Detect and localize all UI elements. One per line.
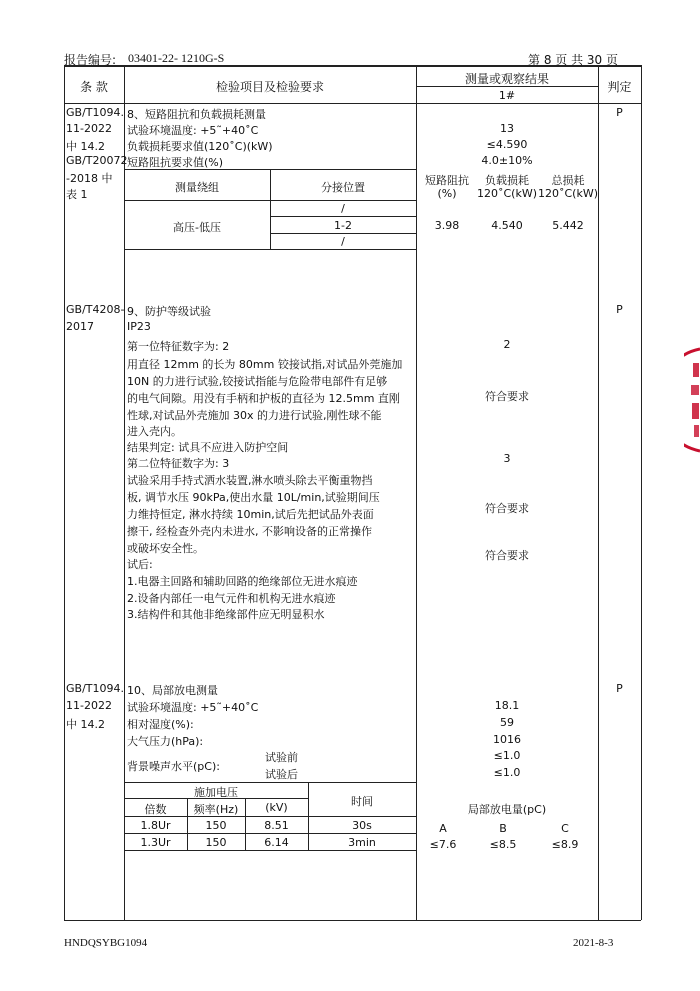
result-value: 符合要求 (485, 390, 529, 403)
item-line: 相对湿度(%): (127, 718, 194, 731)
result-value: 18.1 (494, 699, 520, 712)
row-multiple: 1.3Ur (140, 836, 171, 849)
clause-line: 中 14.2 (66, 718, 105, 731)
pd-value: ≤7.6 (429, 838, 457, 851)
item-line: 力维持恒定, 淋水持续 10min,试后先把试品外表面 (127, 508, 374, 521)
row-time: 3min (348, 836, 376, 849)
result-col-header: 总损耗 (551, 174, 585, 187)
result-value: 符合要求 (485, 549, 529, 562)
result-value: 59 (500, 716, 514, 729)
row-multiple: 1.8Ur (140, 819, 171, 832)
header-item: 检验项目及检验要求 (215, 80, 324, 94)
footer-form-code: HNDQSYBG1094 (64, 937, 148, 949)
item-line: 1.电器主回路和辅助回路的绝缘部位无进水痕迹 (127, 575, 358, 588)
footer-date: 2021-8-3 (573, 937, 614, 949)
col-time: 时间 (351, 795, 373, 808)
page-info: 第 8 页 共 30 页 (528, 53, 618, 67)
clause-line: GB/T4208- (66, 303, 125, 316)
clause-line: GB/T1094. (66, 106, 124, 119)
item-line: 板, 调节水压 90kPa,使出水量 10L/min,试验期间压 (127, 491, 380, 504)
result-value: 5.442 (552, 219, 584, 232)
result-col-header: 负载损耗 (485, 174, 529, 187)
result-col-unit: 120˚C(kW) (476, 187, 537, 200)
pd-label: 局部放电量(pC) (467, 803, 547, 816)
result-value: 符合要求 (485, 502, 529, 515)
item-line: 试后: (127, 558, 153, 571)
result-value: 3 (503, 452, 511, 465)
col-frequency: 频率(Hz) (193, 803, 239, 816)
seal-stamp (684, 345, 700, 455)
bg-before-label: 试验前 (265, 751, 298, 764)
header-verdict: 判定 (607, 80, 632, 94)
voltage-header: 施加电压 (194, 786, 238, 799)
item-line: 擦干, 经检查外壳内未进水, 不影响设备的正常操作 (127, 525, 372, 538)
item-line: 性球,对试品外壳施加 30x 的力进行试验,刚性球不能 (127, 409, 382, 422)
clause-line: 11-2022 (66, 699, 112, 712)
result-value: ≤1.0 (493, 749, 521, 762)
clause-line: 2017 (66, 320, 94, 333)
phase-label: B (499, 822, 507, 835)
item-line: 或破坏安全性。 (127, 542, 204, 555)
item-line: 背景噪声水平(pC): (127, 760, 220, 773)
verdict: P (616, 106, 623, 119)
section-title: 8、短路阻抗和负载损耗测量 (127, 108, 266, 121)
header-sample: 1# (498, 89, 516, 102)
item-line: 结果判定: 试具不应进入防护空间 (127, 441, 289, 454)
result-value: 3.98 (434, 219, 460, 232)
header-clause: 条 款 (80, 80, 108, 94)
sub-col-tap: 分接位置 (321, 181, 365, 194)
verdict: P (616, 303, 623, 316)
item-line: 10N 的力进行试验,铰接试指能与危险带电部件有足够 (127, 375, 388, 388)
phase-label: A (439, 822, 447, 835)
row-kv: 8.51 (264, 819, 289, 832)
section-title: 9、防护等级试验 (127, 305, 211, 318)
verdict: P (616, 682, 623, 695)
pd-value: ≤8.5 (489, 838, 517, 851)
section-title: 10、局部放电测量 (127, 684, 218, 697)
item-line: 试验采用手持式洒水装置,淋水喷头除去平衡重物挡 (127, 474, 373, 487)
result-col-unit: 120˚C(kW) (538, 187, 599, 200)
clause-line: -2018 中 (66, 172, 113, 185)
result-col-header: 短路阻抗 (425, 174, 469, 187)
item-line: 的电气间隙。用没有手柄和护板的直径为 12.5mm 直刚 (127, 392, 400, 405)
result-value: ≤1.0 (493, 766, 521, 779)
item-line: 2.设备内部任一电气元件和机构无进水痕迹 (127, 592, 336, 605)
clause-line: GB/T1094. (66, 682, 124, 695)
item-line: 用直径 12mm 的长为 80mm 铰接试指,对试品外莞施加 (127, 358, 403, 371)
item-line: 短路阻抗要求值(%) (127, 156, 224, 169)
pd-value: ≤8.9 (551, 838, 579, 851)
result-value: 2 (503, 338, 511, 351)
winding-value: 高压-低压 (173, 221, 221, 234)
item-line: 试验环境温度: +5˜+40˚C (127, 124, 259, 137)
col-kv: (kV) (265, 801, 288, 814)
phase-label: C (561, 822, 569, 835)
row-time: 30s (352, 819, 372, 832)
item-line: 试验环境温度: +5˜+40˚C (127, 701, 259, 714)
bg-after-label: 试验后 (265, 768, 298, 781)
item-line: 大气压力(hPa): (127, 735, 204, 748)
clause-line: 11-2022 (66, 122, 112, 135)
result-col-unit: (%) (437, 187, 457, 200)
sub-col-winding: 测量绕组 (175, 181, 219, 194)
row-kv: 6.14 (264, 836, 289, 849)
item-line: 负载损耗要求值(120˚C)(kW) (127, 140, 273, 153)
item-line: 第二位特征数字为: 3 (127, 457, 230, 470)
row-frequency: 150 (205, 836, 227, 849)
clause-line: 中 14.2 (66, 140, 105, 153)
result-value: ≤4.590 (486, 138, 528, 151)
header-result: 测量或观察结果 (464, 72, 549, 86)
clause-line: 表 1 (66, 188, 88, 201)
item-line: 进入壳内。 (127, 425, 182, 438)
result-value: 4.540 (491, 219, 523, 232)
ip-rating: IP23 (127, 320, 151, 333)
item-line: 第一位特征数字为: 2 (127, 340, 230, 353)
tap-value: 1-2 (334, 219, 352, 232)
tap-value: / (341, 235, 345, 248)
col-multiple: 倍数 (144, 803, 167, 816)
report-number-label: 报告编号: (64, 53, 117, 67)
item-line: 3.结构件和其他非绝缘部件应无明显积水 (127, 608, 325, 621)
clause-line: GB/T20072 (66, 154, 128, 167)
result-value: 4.0±10% (481, 154, 533, 167)
report-number: 03401-22- 1210G-S (128, 51, 225, 65)
row-frequency: 150 (205, 819, 227, 832)
tap-value: / (341, 202, 345, 215)
result-value: 13 (500, 122, 514, 135)
result-value: 1016 (493, 733, 521, 746)
